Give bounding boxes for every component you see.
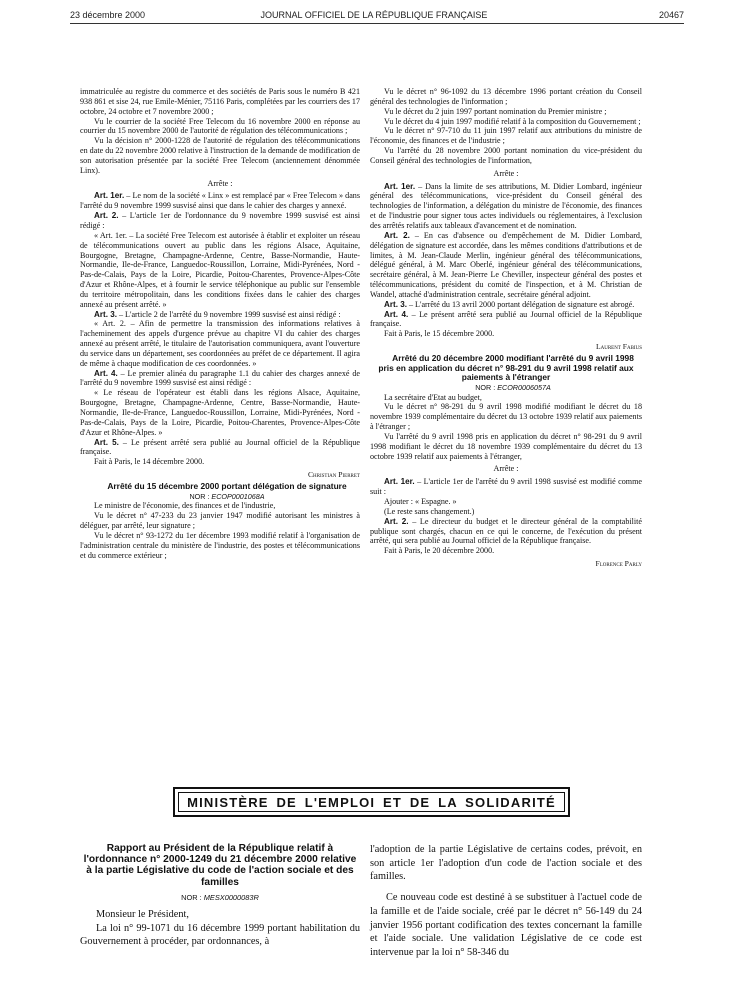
article-label: Art. 3. <box>94 309 117 319</box>
article-quote: « Art. 2. – Afin de permettre la transmission des informations relatives à l'acheminement des appels d'urgence prévue au chapitre VI du cahier des charges annexé au présent arrêté, le titulaire de l'autorisation communiquera, avant l'ouverture du service dans un département, ses coordonnées au préfet de ce département. Il agira de même à chaque modification de ces coordonnées. » <box>80 319 360 368</box>
salutation: Monsieur le Président, <box>96 908 189 920</box>
report-left-column <box>80 843 360 949</box>
paragraph: Vu l'arrêté du 9 avril 1998 pris en application du décret n° 98-291 du 9 avril 1998 modifiant le décret du 18 novembre 1939 complémentaire du décret du 13 octobre 1939 relatif aux paiements à l'étranger, <box>370 431 642 461</box>
header-date: 23 décembre 2000 <box>70 10 146 20</box>
article-4 <box>370 310 642 330</box>
right-column <box>370 87 642 571</box>
ministry-section-box <box>173 787 570 817</box>
arrete-heading: Arrête : <box>207 178 233 188</box>
nor-reference: NOR : ECOR0006057A <box>475 382 551 392</box>
paragraph: Vu le décret du 4 juin 1997 modifié relatif à la composition du Gouvernement ; <box>384 116 641 126</box>
paragraph: l'adoption de la partie Législative de certains codes, prévoit, en son article 1er l'adoption d'un code de l'action sociale et des familles. <box>370 844 642 883</box>
page-header <box>0 0 748 28</box>
signature: Laurent Fabius <box>595 342 642 352</box>
article-2 <box>370 231 642 300</box>
article-5 <box>80 438 360 458</box>
header-journal-title: JOURNAL OFFICIEL DE LA RÉPUBLIQUE FRANÇAISE <box>260 10 488 20</box>
nor-reference: NOR : MESX0000083R <box>181 892 259 902</box>
article-3 <box>370 300 642 310</box>
article-label: Art. 2. <box>94 211 119 221</box>
paragraph: Ce nouveau code est destiné à se substituer à l'actuel code de la famille et de l'aide sociale, créé par le décret n° 56-149 du 24 janvier 1956 portant codification des textes concernant la famille et l'aide sociale. Une validation Législative de ce code est intervenue par la loi n° 58-346 du <box>370 892 642 958</box>
paragraph: Vu le décret n° 93-1272 du 1er décembre 1993 modifié relatif à l'organisation de l'administration centrale du ministère de l'industrie, des postes et télécommunications et du commerce extérieur ; <box>80 530 360 560</box>
article-label: Art. 1er. <box>94 191 125 201</box>
article-label: Art. 1er. <box>384 477 415 487</box>
article-text: – L'arrêté du 13 avril 2000 portant délégation de signature est abrogé. <box>406 299 635 309</box>
paragraph: Le ministre de l'économie, des finances et de l'industrie, <box>94 501 276 511</box>
paragraph: La secrétaire d'Etat au budget, <box>384 392 482 402</box>
article-text: – Le directeur du budget et le directeur général de la comptabilité publique sont chargés, chacun en ce qui le concerne, de l'exécution du présent arrêté, qui sera publié au Journal officiel de la République française. <box>370 516 642 546</box>
ministry-section-title: MINISTÈRE DE L'EMPLOI ET DE LA SOLIDARITÉ <box>187 794 556 810</box>
article-quote: « Art. 1er. – La société Free Telecom est autorisée à établir et exploiter un réseau de télécommunications ouvert au public dans les régions Alsace, Aquitaine, Bourgogne, Bretagne, Champagne-Ardenne, Centre, Basse-Normandie, Haute-Normandie, Ile-de-France, Languedoc-Roussillon, Lorraine, Midi-Pyrénées, Nord - Pas-de-Calais, Pays de la Loire, Picardie, Poitou-Charentes, Provence-Alpes-Côte d'Azur et Rhône-Alpes, et à fournir le service téléphonique au public sur l'ensemble du territoire métropolitain, dans les conditions fixées dans le cahier des charges annexé au présent arrêté. » <box>80 230 360 309</box>
article-label: Art. 1er. <box>384 181 416 191</box>
paragraph: Vu l'arrêté du 28 novembre 2000 portant nomination du vice-président du Conseil général des technologies de l'information, <box>370 146 642 165</box>
article-text: – Le présent arrêté sera publié au Journal officiel de la République française. <box>370 309 642 329</box>
article-label: Art. 3. <box>384 299 407 309</box>
article-2 <box>370 517 642 547</box>
article-4 <box>80 369 360 389</box>
header-rule <box>70 23 684 24</box>
paragraph: (Le reste sans changement.) <box>384 506 475 516</box>
article-1 <box>370 477 642 497</box>
article-text: – Le nom de la société « Linx » est remplacé par « Free Telecom » dans l'arrêté du 9 novembre 1999 susvisé ainsi que dans le cahier des charges y annexé. <box>80 191 360 211</box>
paragraph: Vu le décret n° 98-291 du 9 avril 1998 modifié modifiant le décret du 18 novembre 1939 complémentaire du décret du 13 octobre 1939 relatif aux paiements à l'étranger ; <box>370 402 642 432</box>
arrete-heading: Arrête : <box>493 168 519 178</box>
decree-title: Arrêté du 15 décembre 2000 portant délégation de signature <box>107 480 347 491</box>
paragraph: Vu le décret n° 47-233 du 23 janvier 1947 modifié autorisant les ministres à déléguer, par arrêté, leur signature ; <box>80 511 360 531</box>
article-quote: « Le réseau de l'opérateur est établi dans les régions Alsace, Aquitaine, Bourgogne, Bretagne, Champagne-Ardenne, Centre, Basse-Normandie, Haute-Normandie, Ile-de-France, Languedoc-Roussillon, Lorraine, Midi-Pyrénées, Nord - Pas-de-Calais, Pays de la Loire, Picardie, Poitou-Charentes, Provence-Alpes-Côte d'Azur et Rhône-Alpes. » <box>80 388 360 437</box>
paragraph: immatriculée au registre du commerce et des sociétés de Paris sous le numéro B 421 938 861 et sise 24, rue Emile-Ménier, 75116 Paris, complétées par les courriers des 17 octobre, 24 octobre et 7 novembre 2000 ; <box>80 87 360 116</box>
article-label: Art. 4. <box>384 309 409 319</box>
header-page-number: 20467 <box>658 10 684 20</box>
article-text: – L'article 2 de l'arrêté du 9 novembre 1999 susvisé est ainsi rédigé : <box>116 309 341 319</box>
report-body-left <box>80 908 360 949</box>
article-text: – L'article 1er de l'arrêté du 9 avril 1998 susvisé est modifié comme suit : <box>370 477 642 497</box>
report-title: Rapport au Président de la République relatif à l'ordonnance n° 2000-1249 du 21 décembre 2000 relative à la partie Législative du code de l'action sociale et des familles <box>83 843 357 888</box>
fait-line: Fait à Paris, le 20 décembre 2000. <box>384 546 495 556</box>
fait-line: Fait à Paris, le 15 décembre 2000. <box>384 329 495 339</box>
article-text: – Le présent arrêté sera publié au Journal officiel de la République française. <box>80 437 360 457</box>
article-text: – Dans la limite de ses attributions, M. Didier Lombard, ingénieur général des télécommunications, vice-président du Conseil général des technologies de l'information, a délégation du ministre de l'économie, des finances et de l'industrie pour signer tous actes individuels ou réglementaires, à l'exclusion des arrêtés relatifs aux tableaux d'avancement et de nomination. <box>370 181 642 230</box>
ministry-section-inner <box>178 792 565 812</box>
paragraph: La loi n° 99-1071 du 16 décembre 1999 portant habilitation du Gouvernement à procéder, par ordonnances, à <box>80 922 360 948</box>
article-3 <box>80 310 360 320</box>
article-text: – L'article 1er de l'ordonnance du 9 novembre 1999 susvisé est ainsi rédigé : <box>80 211 360 230</box>
decree-title: Arrêté du 20 décembre 2000 modifiant l'arrêté du 9 avril 1998 pris en application du décret n° 98-291 du 9 avril 1998 relatif aux paiements à l'étranger <box>378 352 634 383</box>
nor-reference: NOR : ECOP0001068A <box>189 491 265 501</box>
article-1 <box>370 182 642 231</box>
paragraph: Vu la décision n° 2000-1228 de l'autorité de régulation des télécommunications en date du 22 novembre 2000 relative à l'instruction de la demande de modification de son autorisation présentée par la société Free Telecom (anciennement dénommée Linx). <box>80 136 360 175</box>
signature: Florence Parly <box>595 559 642 569</box>
paragraph: Vu le courrier de la société Free Telecom du 16 novembre 2000 en réponse au courrier du 15 novembre 2000 de l'autorité de régulation des télécommunications ; <box>80 116 360 136</box>
left-column <box>80 87 360 560</box>
paragraph: Vu le décret du 2 juin 1997 portant nomination du Premier ministre ; <box>384 106 607 116</box>
paragraph: Vu le décret n° 96-1092 du 13 décembre 1996 portant création du Conseil général des technologies de l'information ; <box>370 87 642 106</box>
signature: Christian Pierret <box>307 470 360 480</box>
article-2 <box>80 211 360 231</box>
fait-line: Fait à Paris, le 14 décembre 2000. <box>94 457 205 467</box>
paragraph: Ajouter : « Espagne. » <box>384 497 457 506</box>
paragraph: Vu le décret n° 97-710 du 11 juin 1997 relatif aux attributions du ministre de l'économie, des finances et de l'industrie ; <box>370 126 642 146</box>
article-label: Art. 5. <box>94 437 119 447</box>
article-1 <box>80 191 360 211</box>
arrete-heading: Arrête : <box>493 464 519 474</box>
article-label: Art. 2. <box>384 516 409 526</box>
report-right-column <box>370 843 642 960</box>
article-label: Art. 4. <box>94 368 118 378</box>
article-text: – Le premier alinéa du paragraphe 1.1 du cahier des charges annexé de l'arrêté du 9 novembre 1999 susvisé est ainsi rédigé : <box>80 368 360 388</box>
article-label: Art. 2. <box>384 230 410 240</box>
article-text: – En cas d'absence ou d'empêchement de M. Didier Lombard, délégation de signature est accordée, dans les mêmes conditions d'attributions et de limites, à M. Jean-Claude Merlin, ingénieur général des télécommunications, délégué général, à M. Marc Oberlé, ingénieur général des télécommunications, secrétaire général, à M. Jean-Pierre Le Cheviller, inspecteur général des postes et télécommunications, président du comité de l'inspection, et à M. Christian de Wandel, attaché d'administration centrale, secrétaire général adjoint. <box>370 230 642 299</box>
